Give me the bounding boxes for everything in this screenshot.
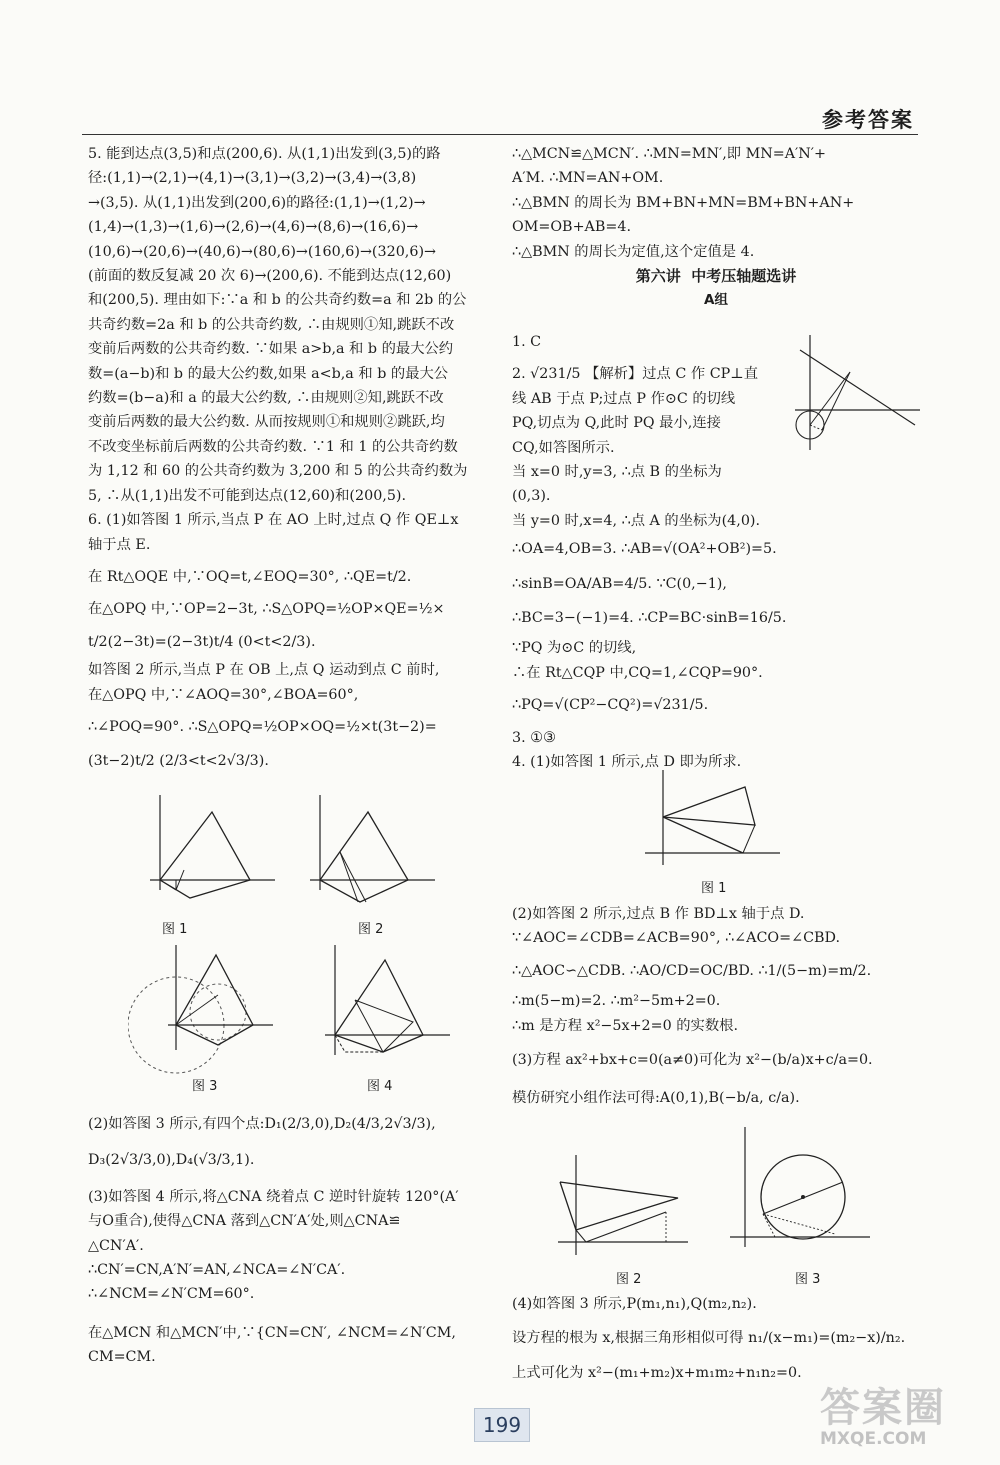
text-line: ∴△BMN 的周长为 BM+BN+MN=BM+BN+AN+: [512, 194, 855, 211]
text-line: ∴△MCN≌△MCN′. ∴MN=MN′,即 MN=A′N′+: [512, 146, 827, 162]
text-line: 模仿研究小组作法可得:A(0,1),B(−b/a, c/a).: [512, 1090, 800, 1107]
text-line: 5, ∴从(1,1)出发不可能到达点(12,60)和(200,5).: [88, 487, 407, 504]
text-line: 3. ①③: [512, 729, 556, 746]
text-line: ∵∠AOC=∠CDB=∠ACB=90°, ∴∠ACO=∠CBD.: [512, 930, 841, 947]
text-line: 4. (1)如答图 1 所示,点 D 即为所求.: [512, 754, 742, 771]
text-line: (4)如答图 3 所示,P(m₁,n₁),Q(m₂,n₂).: [512, 1296, 757, 1312]
text-line: OM=OB+AB=4.: [512, 219, 631, 236]
figure-caption: 图 4: [367, 1079, 393, 1094]
text-line: (10,6)→(20,6)→(40,6)→(80,6)→(160,6)→(320,6)→: [88, 243, 436, 260]
text-line: (2)如答图 2 所示,过点 B 作 BD⊥x 轴于点 D.: [512, 906, 805, 922]
figure-caption: 图 1: [701, 881, 727, 896]
text-line: D₃(2√3/3,0),D₄(√3/3,1).: [88, 1152, 255, 1169]
text-line: 约数=(b−a)和 a 的最大公约数, ∴由规则②知,跳跃不改: [88, 390, 444, 407]
text-line: CQ,如答图所示.: [512, 439, 615, 456]
text-line: 数=(a−b)和 b 的最大公约数,如果 a<b,a 和 b 的最大公: [88, 365, 449, 382]
right-column-part4: [512, 1292, 920, 1385]
text-line: 1. C: [512, 334, 542, 350]
text-line: ∵PQ 为⊙C 的切线,: [512, 640, 637, 657]
text-line: 当 y=0 时,x=4, ∴点 A 的坐标为(4,0).: [512, 512, 761, 529]
text-line: A′M. ∴MN=AN+OM.: [512, 170, 664, 187]
right-figure-3: [725, 1122, 875, 1287]
text-line: →(3,5). 从(1,1)出发到(200,6)的路径:(1,1)→(1,2)→: [88, 194, 426, 211]
text-line: (2)如答图 3 所示,有四个点:D₁(2/3,0),D₂(4/3,2√3/3),: [88, 1116, 436, 1132]
figure-caption: 图 3: [795, 1272, 821, 1287]
figure-caption: 图 2: [358, 922, 384, 937]
right-figure-2: [548, 1150, 693, 1287]
text-line: △CN′A′.: [88, 1237, 144, 1254]
text-line: 轴于点 E.: [88, 536, 151, 553]
text-line: ∴在 Rt△CQP 中,CQ=1,∠CQP=90°.: [512, 664, 763, 681]
text-line: ∴sinB=OA/AB=4/5. ∵C(0,−1),: [512, 575, 727, 592]
section-title: 第六讲 中考压轴题选讲: [635, 267, 797, 286]
text-line: 设方程的根为 x,根据三角形相似可得 n₁/(x−m₁)=(m₂−x)/n₂.: [512, 1330, 906, 1347]
text-line: ∴△BMN 的周长为定值,这个定值是 4.: [512, 243, 755, 260]
text-line: 6. (1)如答图 1 所示,当点 P 在 AO 上时,过点 Q 作 QE⊥x: [88, 512, 459, 529]
text-line: (3)方程 ax²+bx+c=0(a≠0)可化为 x²−(b/a)x+c/a=0.: [512, 1052, 873, 1069]
text-line: 如答图 2 所示,当点 P 在 OB 上,点 Q 运动到点 C 前时,: [88, 662, 440, 679]
text-line: 与O重合),使得△CNA 落到△CN′A′处,则△CNA≌: [88, 1213, 401, 1230]
right-column-part2: [512, 902, 920, 1111]
header-rule: [82, 134, 918, 135]
text-line: 线 AB 于点 P;过点 P 作⊙C 的切线: [512, 390, 736, 407]
text-line: 2. √231/5 【解析】过点 C 作 CP⊥直: [512, 366, 758, 383]
text-line: ∴m(5−m)=2. ∴m²−5m+2=0.: [512, 993, 721, 1010]
text-line: ∴PQ=√(CP²−CQ²)=√231/5.: [512, 697, 709, 714]
figure-caption: 图 3: [192, 1079, 218, 1094]
text-line: PQ,切点为 Q,此时 PQ 最小,连接: [512, 415, 721, 432]
watermark-text: 答案圈: [820, 1385, 946, 1431]
text-line: 在△OPQ 中,∵OP=2−3t, ∴S△OPQ=½OP×QE=½×: [88, 601, 445, 618]
text-line: ∴BC=3−(−1)=4. ∴CP=BC·sinB=16/5.: [512, 610, 787, 627]
text-line: ∴CN′=CN,A′N′=AN,∠NCA=∠N′CA′.: [88, 1262, 346, 1279]
text-line: ∴m 是方程 x²−5x+2=0 的实数根.: [512, 1017, 738, 1034]
text-line: 变前后两数的公共奇约数. ∵如果 a>b,a 和 b 的最大公约: [88, 341, 454, 358]
figure-3: [128, 940, 278, 1094]
figure-2: [300, 790, 440, 937]
text-line: 为 1,12 和 60 的公共奇约数为 3,200 和 5 的公共奇约数为: [88, 463, 468, 480]
left-column-lower: [88, 1112, 493, 1370]
text-line: 在△MCN 和△MCN′中,∵{CN=CN′, ∠NCM=∠N′CM, CM=CM.: [88, 1324, 461, 1366]
text-line: 径:(1,1)→(2,1)→(4,1)→(3,1)→(3,2)→(3,4)→(3,8): [88, 170, 417, 187]
figure-1: [140, 790, 280, 937]
text-line: 在 Rt△OQE 中,∵OQ=t,∠EOQ=30°, ∴QE=t/2.: [88, 568, 412, 585]
page-header-title: 参考答案: [822, 108, 914, 132]
text-line: t/2(2−3t)=(2−3t)t/4 (0<t<2/3).: [88, 633, 316, 650]
right-figure-1: [635, 765, 785, 896]
section-group: A组: [704, 292, 728, 309]
text-line: ∴∠POQ=90°. ∴S△OPQ=½OP×OQ=½×t(3t−2)=: [88, 718, 437, 735]
text-line: (3)如答图 4 所示,将△CNA 绕着点 C 逆时针旋转 120°(A′: [88, 1188, 459, 1205]
figure-caption: 图 2: [616, 1272, 642, 1287]
text-line: ∴OA=4,OB=3. ∴AB=√(OA²+OB²)=5.: [512, 541, 777, 558]
text-line: 和(200,5). 理由如下:∵a 和 b 的公共奇约数=a 和 2b 的公: [88, 292, 467, 309]
text-line: (1,4)→(1,3)→(1,6)→(2,6)→(4,6)→(8,6)→(16,6)→: [88, 219, 419, 236]
text-line: 共奇约数=2a 和 b 的公共奇约数, ∴由规则①知,跳跃不改: [88, 316, 455, 333]
tangent-figure: [790, 330, 925, 455]
right-column: [512, 142, 920, 313]
text-line: (3t−2)t/2 (2/3<t<2√3/3).: [88, 753, 269, 770]
watermark-url: MXQE.COM: [820, 1429, 927, 1449]
text-line: ∴△AOC∽△CDB. ∴AO/CD=OC/BD. ∴1/(5−m)=m/2.: [512, 962, 872, 979]
figure-4: [305, 940, 455, 1094]
page-number: 199: [474, 1408, 530, 1442]
figure-caption: 图 1: [162, 922, 188, 937]
text-line: 变前后两数的最大公约数. 从而按规则①和规则②跳跃,均: [88, 414, 445, 431]
watermark-logo: [820, 1376, 985, 1456]
text-line: 不改变坐标前后两数的公共奇约数. ∵1 和 1 的公共奇约数: [88, 438, 458, 455]
text-line: 当 x=0 时,y=3, ∴点 B 的坐标为: [512, 464, 722, 481]
text-line: 上式可化为 x²−(m₁+m₂)x+m₁m₂+n₁n₂=0.: [512, 1364, 802, 1381]
text-line: (0,3).: [512, 488, 551, 505]
text-line: 5. 能到达点(3,5)和点(200,6). 从(1,1)出发到(3,5)的路: [88, 146, 441, 162]
text-line: 在△OPQ 中,∵∠AOQ=30°,∠BOA=60°,: [88, 686, 359, 703]
text-line: ∴∠NCM=∠N′CM=60°.: [88, 1286, 255, 1303]
text-line: (前面的数反复减 20 次 6)→(200,6). 不能到达点(12,60): [88, 268, 452, 285]
left-column: [88, 142, 493, 774]
